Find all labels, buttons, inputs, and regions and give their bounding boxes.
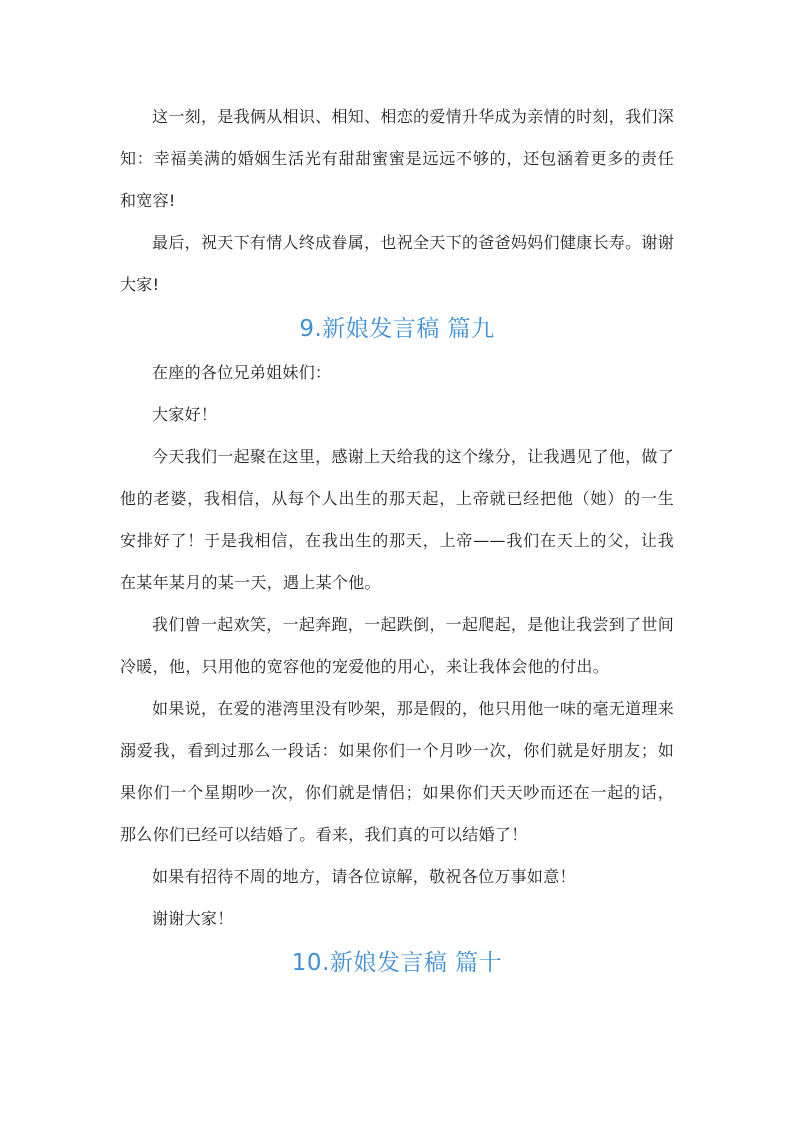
paragraph-apology: 如果有招待不周的地方，请各位谅解，敬祝各位万事如意！ bbox=[152, 867, 576, 886]
document-page bbox=[120, 96, 674, 986]
section-heading-9: 9.新娘发言稿 篇九 bbox=[299, 316, 495, 342]
paragraph-moment: 这一刻，是我俩从相识、相知、相恋的爱情升华成为亲情的时刻，我们深知：幸福美满的婚姻生活光有甜甜蜜蜜是远远不够的，还包涵着更多的责任和宽容! bbox=[120, 107, 674, 210]
paragraph-thanks: 谢谢大家！ bbox=[152, 909, 234, 928]
paragraph-quarrel: 如果说，在爱的港湾里没有吵架，那是假的，他只用他一味的毫无道理来溺爱我，看到过那么一段话：如果你们一个月吵一次，你们就是好朋友；如果你们一个星期吵一次，你们就是情侣；如果你们天天吵而还在一起的话，那么你们已经可以结婚了。看来，我们真的可以结婚了！ bbox=[120, 699, 674, 844]
paragraph-greeting-audience: 在座的各位兄弟姐妹们： bbox=[152, 363, 332, 382]
paragraph-fate: 今天我们一起聚在这里，感谢上天给我的这个缘分，让我遇见了他，做了他的老婆，我相信，从每个人出生的那天起，上帝就已经把他（她）的一生安排好了！于是我相信，在我出生的那天，上帝——我们在天上的父，让我在某年某月的某一天，遇上某个他。 bbox=[120, 447, 674, 592]
paragraph-together: 我们曾一起欢笑，一起奔跑，一起跌倒，一起爬起，是他让我尝到了世间冷暖，他，只用他的宽容他的宠爱他的用心，来让我体会他的付出。 bbox=[120, 615, 674, 676]
paragraph-closing-blessing: 最后，祝天下有情人终成眷属，也祝全天下的爸爸妈妈们健康长寿。谢谢大家! bbox=[120, 233, 674, 294]
section-heading-10: 10.新娘发言稿 篇十 bbox=[291, 950, 503, 976]
paragraph-hello: 大家好！ bbox=[152, 405, 218, 424]
